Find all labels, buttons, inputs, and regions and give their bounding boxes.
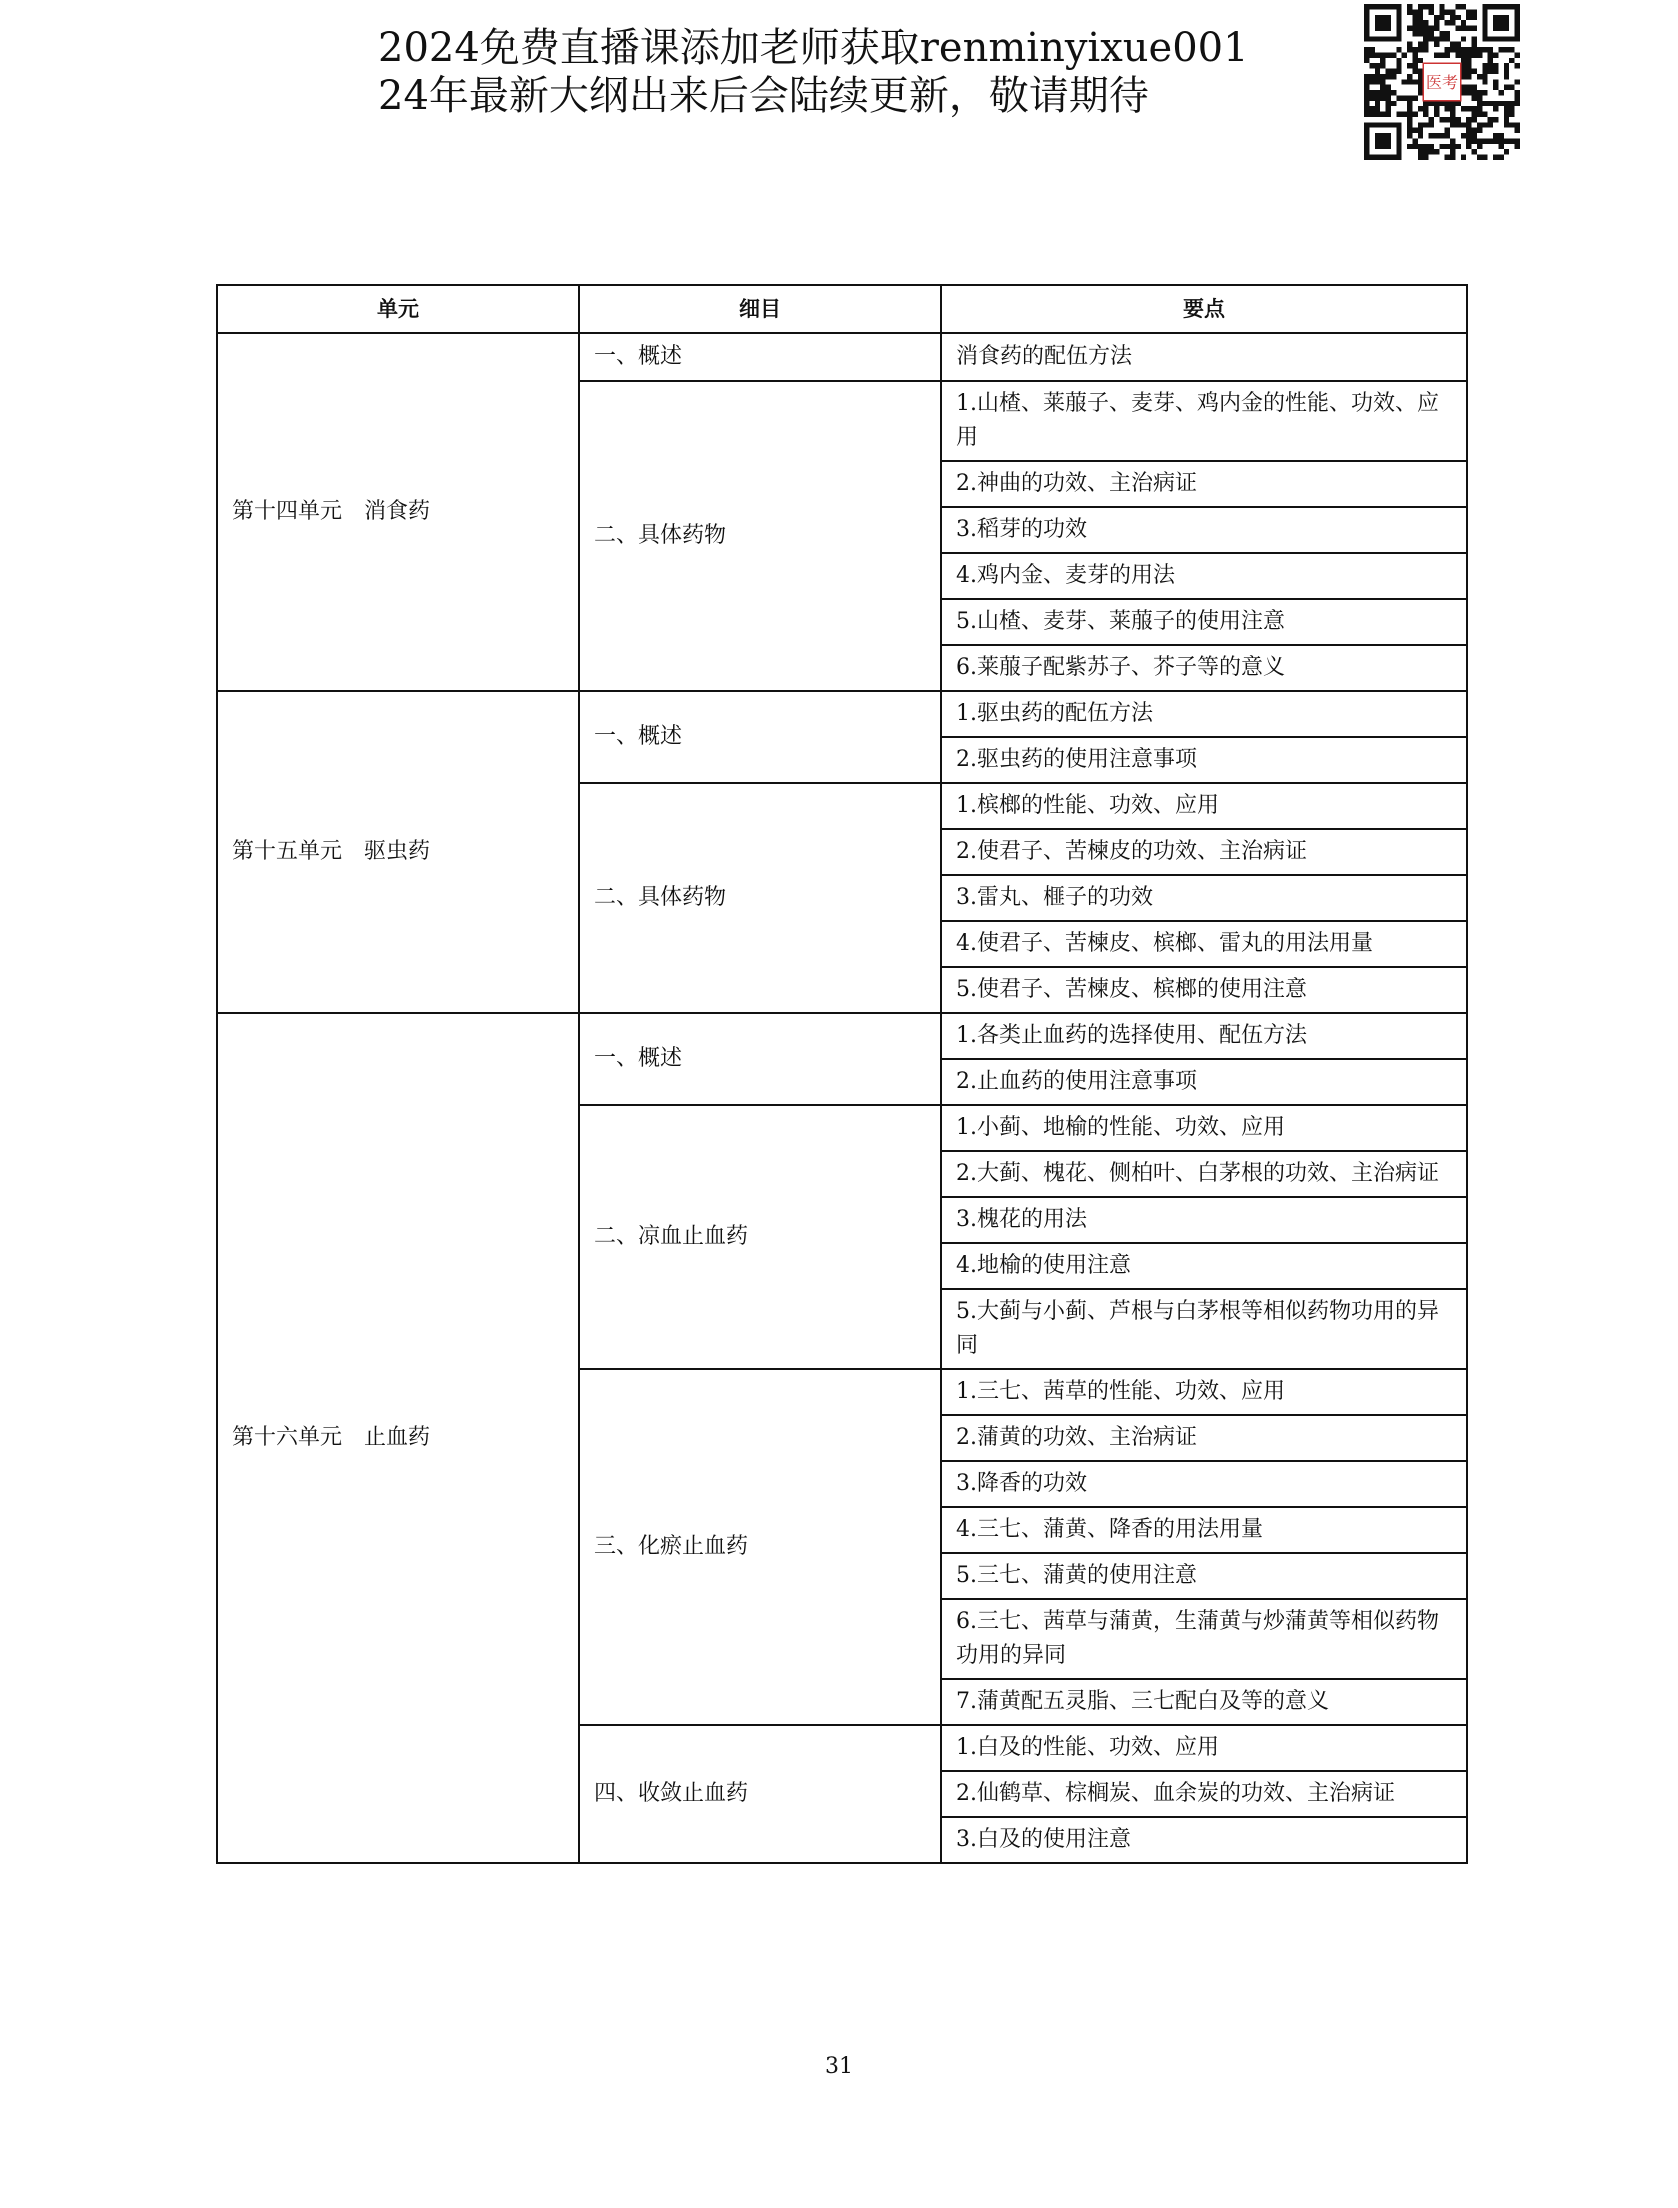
header-line-1: 2024免费直播课添加老师获取renminyixue001 bbox=[378, 25, 1249, 71]
table-row bbox=[217, 1013, 1467, 1059]
point-cell: 2.仙鹤草、棕榈炭、血余炭的功效、主治病证 bbox=[941, 1771, 1467, 1817]
point-cell: 4.三七、蒲黄、降香的用法用量 bbox=[941, 1507, 1467, 1553]
point-cell: 消食药的配伍方法 bbox=[941, 333, 1467, 381]
header-points: 要点 bbox=[941, 285, 1467, 333]
point-cell: 6.莱菔子配紫苏子、芥子等的意义 bbox=[941, 645, 1467, 691]
page-number: 31 bbox=[825, 2054, 853, 2079]
point-cell: 5.使君子、苦楝皮、槟榔的使用注意 bbox=[941, 967, 1467, 1013]
point-cell: 3.槐花的用法 bbox=[941, 1197, 1467, 1243]
point-cell: 1.槟榔的性能、功效、应用 bbox=[941, 783, 1467, 829]
point-cell: 1.驱虫药的配伍方法 bbox=[941, 691, 1467, 737]
item-cell: 一、概述 bbox=[579, 333, 941, 381]
point-cell: 1.小蓟、地榆的性能、功效、应用 bbox=[941, 1105, 1467, 1151]
table-row bbox=[217, 333, 1467, 381]
point-cell: 3.降香的功效 bbox=[941, 1461, 1467, 1507]
qr-logo: 医考 bbox=[1425, 72, 1459, 92]
item-cell: 二、具体药物 bbox=[579, 381, 941, 691]
header-unit: 单元 bbox=[217, 285, 579, 333]
qr-code bbox=[1364, 4, 1520, 160]
point-cell: 6.三七、茜草与蒲黄，生蒲黄与炒蒲黄等相似药物功用的异同 bbox=[941, 1599, 1467, 1679]
point-cell: 2.止血药的使用注意事项 bbox=[941, 1059, 1467, 1105]
point-cell: 4.使君子、苦楝皮、槟榔、雷丸的用法用量 bbox=[941, 921, 1467, 967]
point-cell: 5.三七、蒲黄的使用注意 bbox=[941, 1553, 1467, 1599]
page-header bbox=[378, 24, 1278, 120]
point-cell: 3.白及的使用注意 bbox=[941, 1817, 1467, 1863]
point-cell: 3.稻芽的功效 bbox=[941, 507, 1467, 553]
point-cell: 2.大蓟、槐花、侧柏叶、白茅根的功效、主治病证 bbox=[941, 1151, 1467, 1197]
point-cell: 1.三七、茜草的性能、功效、应用 bbox=[941, 1369, 1467, 1415]
point-cell: 2.神曲的功效、主治病证 bbox=[941, 461, 1467, 507]
syllabus-table bbox=[216, 284, 1468, 1864]
point-cell: 5.大蓟与小蓟、芦根与白茅根等相似药物功用的异同 bbox=[941, 1289, 1467, 1369]
item-cell: 二、凉血止血药 bbox=[579, 1105, 941, 1369]
point-cell: 2.驱虫药的使用注意事项 bbox=[941, 737, 1467, 783]
point-cell: 5.山楂、麦芽、莱菔子的使用注意 bbox=[941, 599, 1467, 645]
point-cell: 1.白及的性能、功效、应用 bbox=[941, 1725, 1467, 1771]
point-cell: 4.地榆的使用注意 bbox=[941, 1243, 1467, 1289]
table-body bbox=[217, 333, 1467, 1863]
table-row bbox=[217, 691, 1467, 737]
item-cell: 三、化瘀止血药 bbox=[579, 1369, 941, 1725]
point-cell: 1.山楂、莱菔子、麦芽、鸡内金的性能、功效、应用 bbox=[941, 381, 1467, 461]
point-cell: 2.使君子、苦楝皮的功效、主治病证 bbox=[941, 829, 1467, 875]
header-line-2: 24年最新大纲出来后会陆续更新，敬请期待 bbox=[378, 73, 1149, 119]
unit-cell: 第十六单元 止血药 bbox=[217, 1013, 579, 1863]
point-cell: 4.鸡内金、麦芽的用法 bbox=[941, 553, 1467, 599]
point-cell: 7.蒲黄配五灵脂、三七配白及等的意义 bbox=[941, 1679, 1467, 1725]
item-cell: 一、概述 bbox=[579, 1013, 941, 1105]
table-header-row bbox=[217, 285, 1467, 333]
point-cell: 1.各类止血药的选择使用、配伍方法 bbox=[941, 1013, 1467, 1059]
item-cell: 一、概述 bbox=[579, 691, 941, 783]
item-cell: 二、具体药物 bbox=[579, 783, 941, 1013]
point-cell: 2.蒲黄的功效、主治病证 bbox=[941, 1415, 1467, 1461]
header-item: 细目 bbox=[579, 285, 941, 333]
item-cell: 四、收敛止血药 bbox=[579, 1725, 941, 1863]
point-cell: 3.雷丸、榧子的功效 bbox=[941, 875, 1467, 921]
unit-cell: 第十五单元 驱虫药 bbox=[217, 691, 579, 1013]
unit-cell: 第十四单元 消食药 bbox=[217, 333, 579, 691]
